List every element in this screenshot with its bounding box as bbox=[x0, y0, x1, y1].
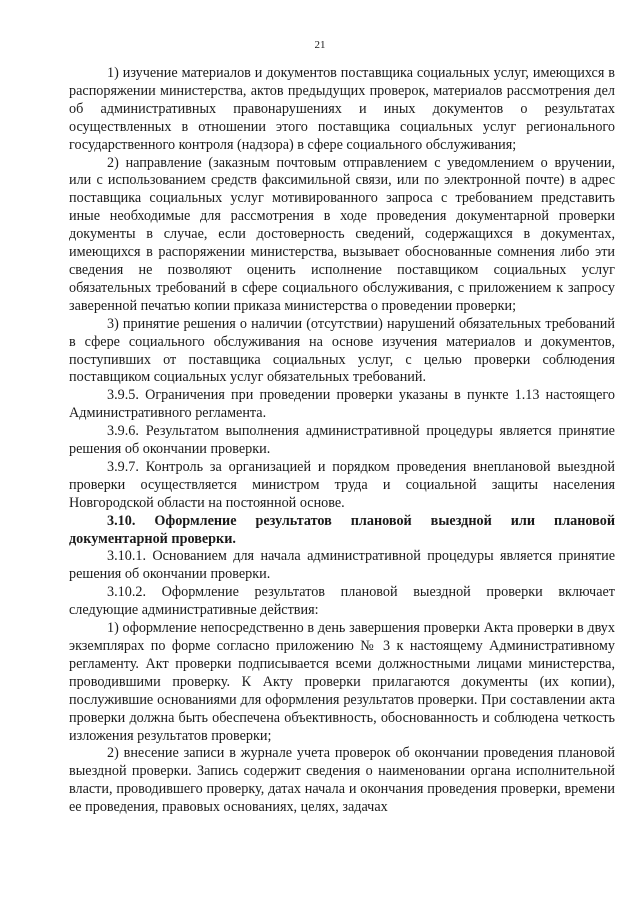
paragraph: 1) изучение материалов и документов поставщика социальных услуг, имеющихся в распоряжении министерства, актов предыдущих проверок, материалов рассмотрения дел об административных правонарушениях и иных документов о результатах осуществленных в отношении этого поставщика социальных услуг регионального государственного контроля (надзора) в сфере социального обслуживания; bbox=[69, 65, 615, 153]
section-heading: 3.10. Оформление результатов плановой выездной или плановой документарной проверки. bbox=[69, 512, 615, 547]
paragraph: 2) внесение записи в журнале учета проверок об окончании проведения плановой выездной проверки. Запись содержит сведения о наименовании органа исполнительной власти, проводившего проверку, датах начала и окончания проведения проверки, времени ее проведения, правовых основаниях, целях, задачах bbox=[69, 745, 615, 816]
document-body bbox=[69, 65, 615, 817]
paragraph: 3.10.1. Основанием для начала административной процедуры является принятие решения об окончании проверки. bbox=[69, 548, 615, 583]
paragraph: 2) направление (заказным почтовым отправлением с уведомлением о вручении, или с использованием средств факсимильной связи, или по электронной почте) в адрес поставщика социальных услуг мотивированного запроса с требованием представить иные необходимые для рассмотрения в ходе проведения документарной проверки документы в случае, если достоверность сведений, содержащихся в документах, имеющихся в распоряжении министерства, вызывает обоснованные сомнения либо эти сведения не позволяют оценить исполнение поставщиком социальных услуг обязательных требований в сфере социального обслуживания, с приложением к запросу заверенной печатью копии приказа министерства о проведении проверки; bbox=[69, 154, 615, 314]
paragraph: 1) оформление непосредственно в день завершения проверки Акта проверки в двух экземплярах по форме согласно приложению № 3 к настоящему Административному регламенту. Акт проверки подписывается всеми должностными лицами министерства, проводившими проверку. К Акту проверки прилагаются документы (их копии), послужившие основаниями для оформления результатов проверки. При составлении акта проверки должна быть обеспечена объективность, обоснованность и соблюдена четкость изложения результатов проверки; bbox=[69, 620, 615, 744]
paragraph: 3.10.2. Оформление результатов плановой выездной проверки включает следующие административные действия: bbox=[69, 584, 615, 619]
page-number: 21 bbox=[314, 39, 326, 51]
paragraph: 3.9.7. Контроль за организацией и порядком проведения внеплановой выездной проверки осуществляется министром труда и социальной защиты населения Новгородской области на постоянной основе. bbox=[69, 458, 615, 511]
paragraph: 3.9.6. Результатом выполнения административной процедуры является принятие решения об окончании проверки. bbox=[69, 423, 615, 458]
paragraph: 3.9.5. Ограничения при проведении проверки указаны в пункте 1.13 настоящего Административного регламента. bbox=[69, 387, 615, 422]
paragraph: 3) принятие решения о наличии (отсутствии) нарушений обязательных требований в сфере социального обслуживания на основе изучения материалов и документов, поступивших от поставщика социальных услуг, с целью проверки соблюдения поставщиком социальных услуг обязательных требований. bbox=[69, 315, 615, 386]
